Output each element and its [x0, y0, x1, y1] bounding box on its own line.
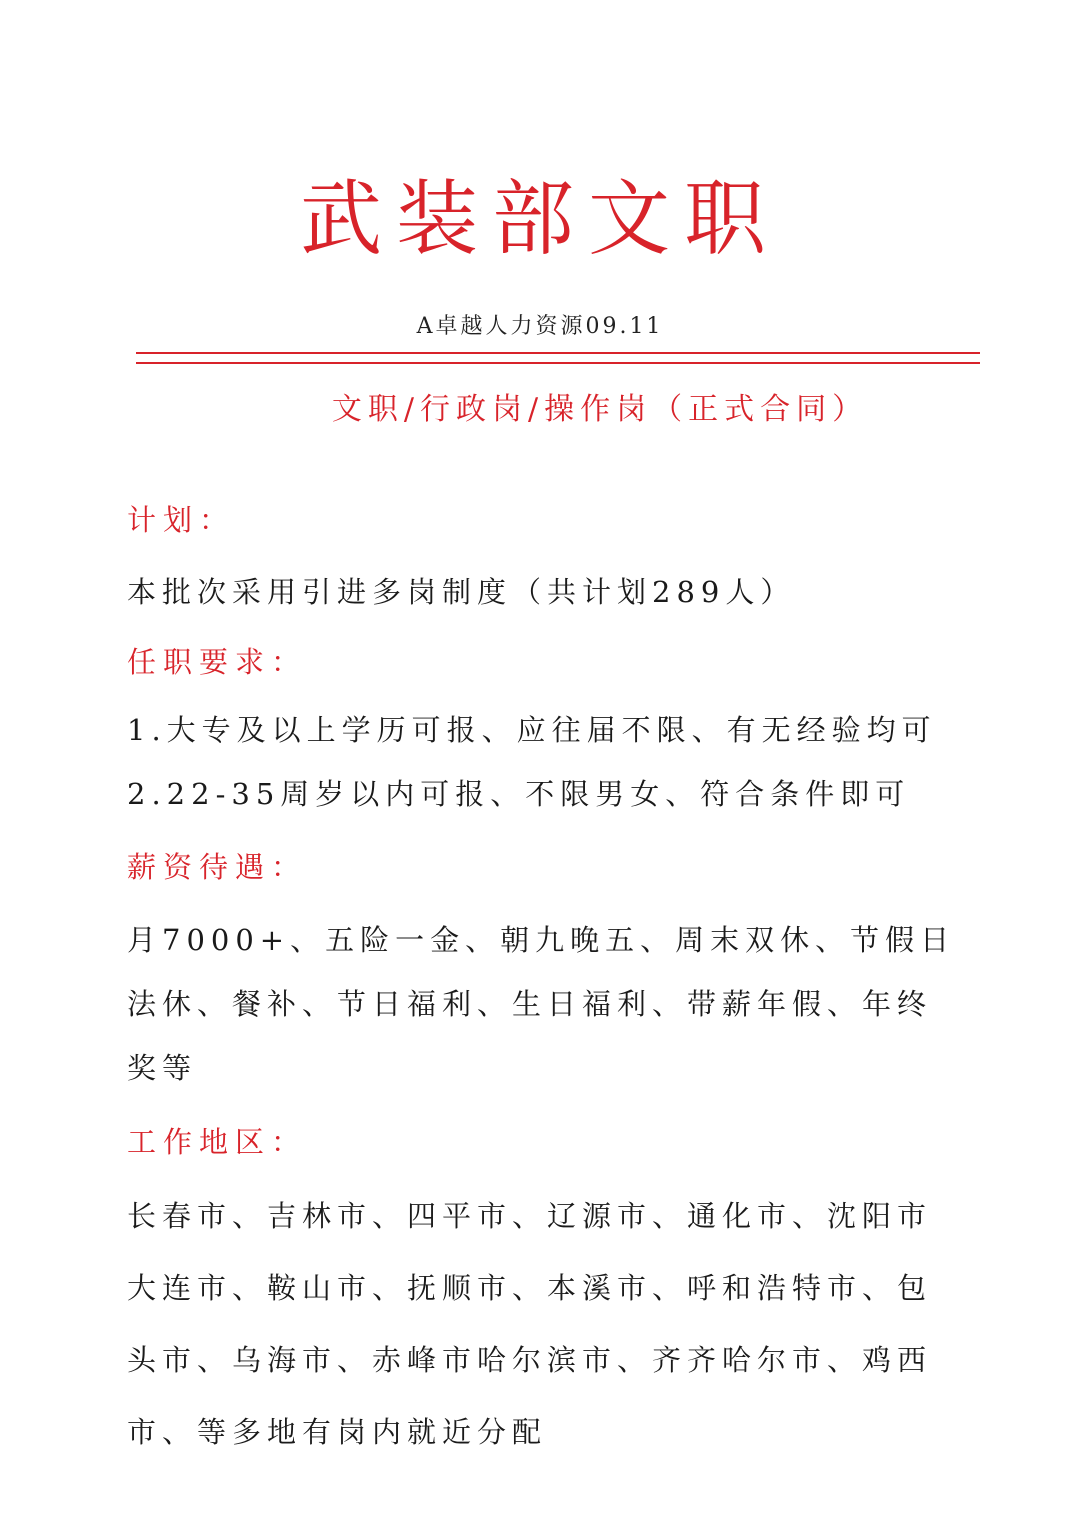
requirement-item: 2.22-35周岁以内可报、不限男女、符合条件即可	[127, 777, 911, 811]
salary-line: 奖等	[127, 1051, 198, 1085]
requirement-item: 1.大专及以上学历可报、应往届不限、有无经验均可	[127, 713, 937, 747]
section-heading-plan: 计划：	[127, 503, 236, 537]
salary-line: 月7000+、五险一金、朝九晚五、周末双休、节假日	[127, 923, 956, 957]
plan-text: 本批次采用引进多岗制度（共计划289人）	[127, 575, 796, 609]
area-line: 长春市、吉林市、四平市、辽源市、通化市、沈阳市	[127, 1199, 933, 1233]
header-divider-top	[136, 352, 980, 354]
issuer-line: A卓越人力资源09.11	[416, 314, 664, 339]
area-line: 市、等多地有岗内就近分配	[127, 1415, 548, 1449]
document-title: 武装部文职	[299, 172, 780, 267]
header-divider-bottom	[136, 362, 980, 364]
salary-line: 法休、餐补、节日福利、生日福利、带薪年假、年终	[127, 987, 933, 1021]
section-heading-requirements: 任职要求：	[127, 645, 308, 679]
section-heading-areas: 工作地区：	[127, 1125, 308, 1159]
area-line: 头市、乌海市、赤峰市哈尔滨市、齐齐哈尔市、鸡西	[127, 1343, 933, 1377]
area-line: 大连市、鞍山市、抚顺市、本溪市、呼和浩特市、包	[127, 1271, 933, 1305]
salary-benefits-text	[127, 908, 957, 1100]
section-heading-salary: 薪资待遇：	[127, 850, 308, 884]
work-areas-text	[127, 1180, 957, 1468]
position-subtitle: 文职/行政岗/操作岗（正式合同）	[331, 392, 869, 427]
